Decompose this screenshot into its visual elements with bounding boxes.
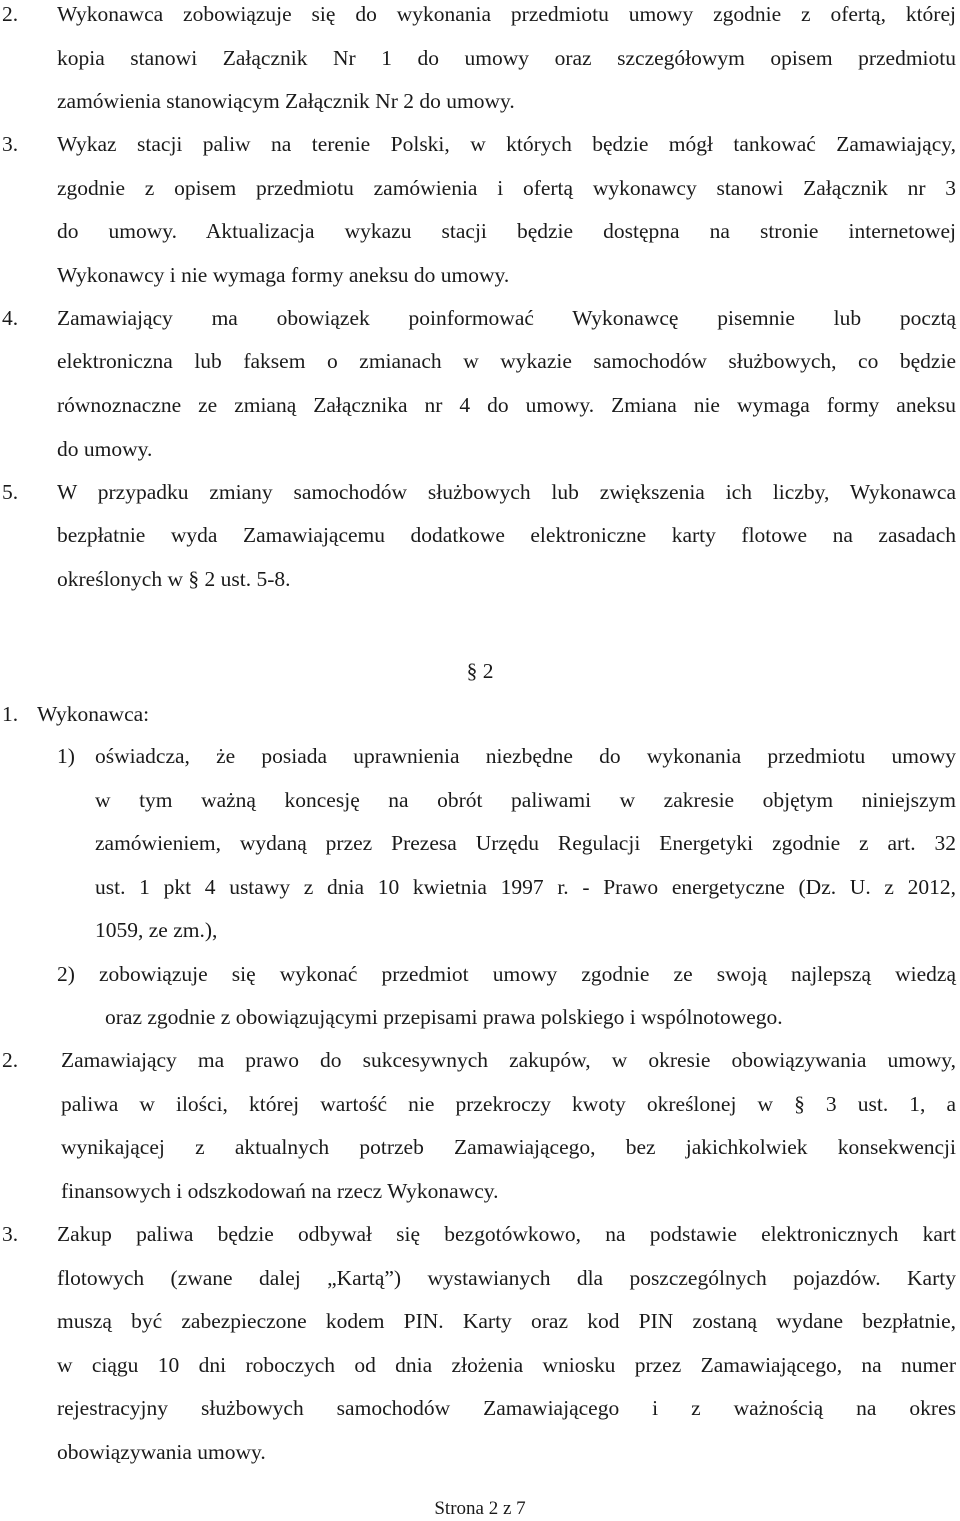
text-line: Wykaz stacji paliw na terenie Polski, w których będzie mógł tankować Zamawiający, <box>57 132 956 156</box>
text-line: zobowiązuje się wykonać przedmiot umowy zgodnie ze swoją najlepszą wiedzą <box>99 962 956 986</box>
text-line: Wykonawcy i nie wymaga formy aneksu do umowy. <box>57 263 510 287</box>
text-line: muszą być zabezpieczone kodem PIN. Karty oraz kod PIN zostaną wydane bezpłatnie, <box>57 1309 956 1333</box>
text-line: paliwa w ilości, której wartość nie przekroczy kwoty określonej w § 3 ust. 1, a <box>61 1092 956 1116</box>
paragraph-number: 3. <box>2 132 19 156</box>
text-line: oraz zgodnie z obowiązującymi przepisami prawa polskiego i wspólnotowego. <box>105 1005 783 1029</box>
text-line: kopia stanowi Załącznik Nr 1 do umowy oraz szczegółowym opisem przedmiotu <box>57 46 956 70</box>
text-line: zgodnie z opisem przedmiotu zamówienia i ofertą wykonawcy stanowi Załącznik nr 3 <box>57 176 956 200</box>
item-number: 2) <box>57 962 75 986</box>
text-line: rejestracyjny służbowych samochodów Zamawiającego i z ważnością na okres <box>57 1396 956 1420</box>
paragraph-number: 1. <box>2 702 19 726</box>
text-line: w tym ważną koncesję na obrót paliwami w zakresie objętym niniejszym <box>95 788 956 812</box>
text-line: bezpłatnie wyda Zamawiającemu dodatkowe elektroniczne karty flotowe na zasadach <box>57 523 956 547</box>
text-line: do umowy. Aktualizacja wykazu stacji będzie dostępna na stronie internetowej <box>57 219 956 243</box>
text-line: oświadcza, że posiada uprawnienia niezbędne do wykonania przedmiotu umowy <box>95 744 956 768</box>
text-line: elektroniczna lub faksem o zmianach w wykazie samochodów służbowych, co będzie <box>57 349 956 373</box>
text-line: Zamawiający ma prawo do sukcesywnych zakupów, w okresie obowiązywania umowy, <box>61 1048 956 1072</box>
text-line: wynikającej z aktualnych potrzeb Zamawiającego, bez jakichkolwiek konsekwencji <box>61 1135 956 1159</box>
paragraph-number: 3. <box>2 1222 19 1246</box>
paragraph-number: 4. <box>2 306 19 330</box>
paragraph-number: 2. <box>2 2 19 26</box>
text-line: ust. 1 pkt 4 ustawy z dnia 10 kwietnia 1997 r. - Prawo energetyczne (Dz. U. z 2012, <box>95 875 956 899</box>
text-line: określonych w § 2 ust. 5-8. <box>57 567 291 591</box>
text-line: finansowych i odszkodowań na rzecz Wykonawcy. <box>61 1179 499 1203</box>
text-line: Wykonawca zobowiązuje się do wykonania przedmiotu umowy zgodnie z ofertą, której <box>57 2 956 26</box>
paragraph-lead: Wykonawca: <box>37 702 150 726</box>
text-line: Zakup paliwa będzie odbywał się bezgotówkowo, na podstawie elektronicznych kart <box>57 1222 956 1246</box>
paragraph-number: 2. <box>2 1048 19 1072</box>
text-line: w ciągu 10 dni roboczych od dnia złożenia wniosku przez Zamawiającego, na numer <box>57 1353 956 1377</box>
paragraph-number: 5. <box>2 480 19 504</box>
text-line: zamówienia stanowiącym Załącznik Nr 2 do umowy. <box>57 89 515 113</box>
page-footer: Strona 2 z 7 <box>434 1498 526 1519</box>
text-line: do umowy. <box>57 437 153 461</box>
section-heading: § 2 <box>466 659 494 683</box>
text-line: równoznaczne ze zmianą Załącznika nr 4 do umowy. Zmiana nie wymaga formy aneksu <box>57 393 956 417</box>
text-line: zamówieniem, wydaną przez Prezesa Urzędu Regulacji Energetyki zgodnie z art. 32 <box>95 831 956 855</box>
text-line: flotowych (zwane dalej „Kartą”) wystawianych dla poszczególnych pojazdów. Karty <box>57 1266 956 1290</box>
text-line: obowiązywania umowy. <box>57 1440 266 1464</box>
item-number: 1) <box>57 744 75 768</box>
text-line: 1059, ze zm.), <box>95 918 218 942</box>
text-line: Zamawiający ma obowiązek poinformować Wykonawcę pisemnie lub pocztą <box>57 306 956 330</box>
text-line: W przypadku zmiany samochodów służbowych lub zwiększenia ich liczby, Wykonawca <box>57 480 956 504</box>
